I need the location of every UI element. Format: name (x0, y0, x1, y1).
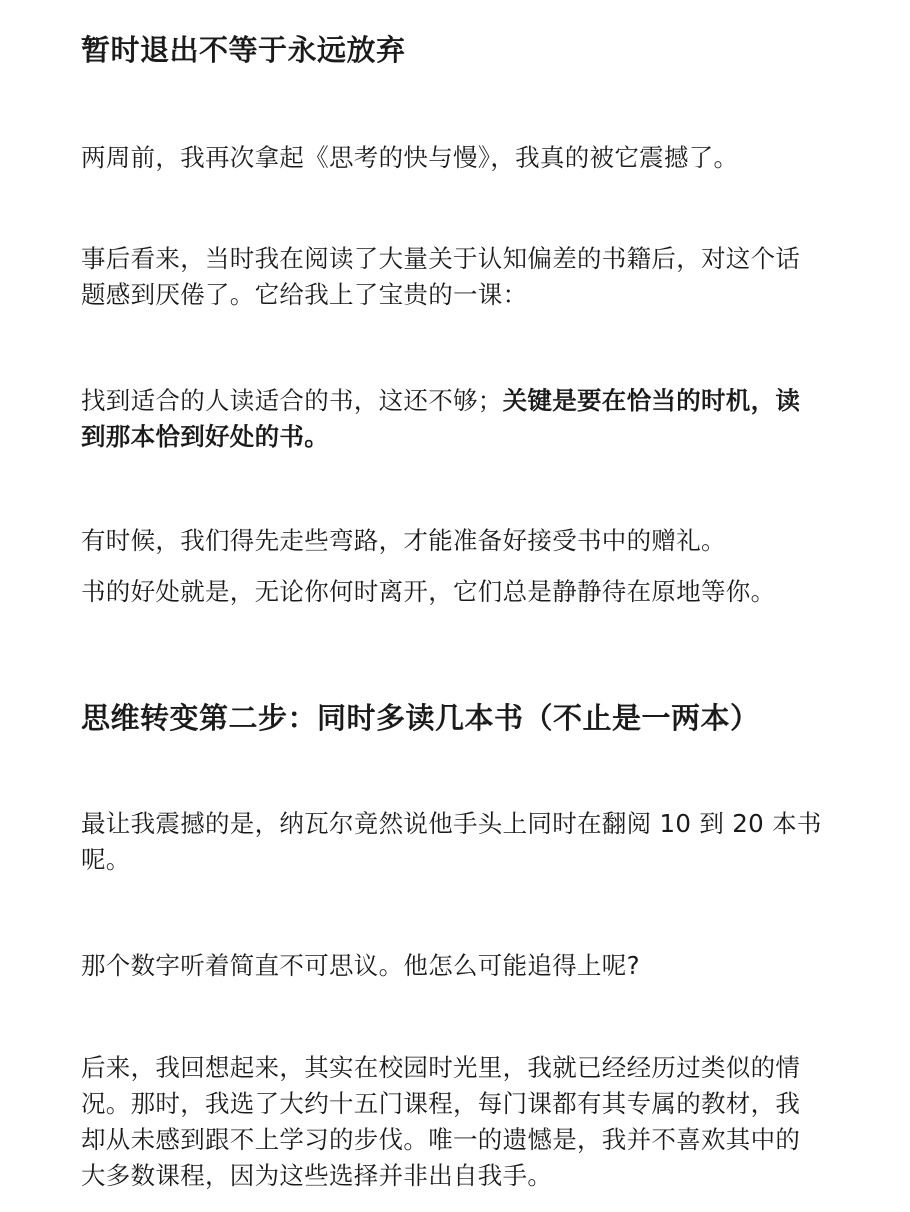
paragraph-6 (81, 806, 831, 878)
paragraph-3-emphasis-line-1: 关键是要在恰当的时机，读 (502, 386, 801, 415)
paragraph-1-text: 两周前，我再次拿起《思考的快与慢》，我真的被它震撼了。 (81, 143, 739, 172)
section-heading-2: 思维转变第二步：同时多读几本书（不止是一两本） (81, 701, 760, 735)
paragraph-8-line-1: 后来，我回想起来，其实在校园时光里，我就已经经历过类似的情 (81, 1053, 801, 1082)
paragraph-2-line-2: 题感到厌倦了。它给我上了宝贵的一课： (81, 280, 528, 309)
paragraph-8-line-4: 大多数课程，因为这些选择并非出自我手。 (81, 1161, 553, 1190)
paragraph-4 (81, 523, 831, 559)
paragraph-8 (81, 1050, 831, 1194)
paragraph-8-line-3: 却从未感到跟不上学习的步伐。唯一的遗憾是，我并不喜欢其中的 (81, 1125, 801, 1154)
paragraph-3-text: 找到适合的人读适合的书，这还不够； (81, 386, 503, 415)
paragraph-6-line-2: 呢。 (81, 845, 131, 874)
paragraph-7-text: 那个数字听着简直不可思议。他怎么可能追得上呢? (81, 951, 640, 980)
paragraph-1 (81, 140, 831, 176)
paragraph-4-text: 有时候，我们得先走些弯路，才能准备好接受书中的赠礼。 (81, 526, 726, 555)
paragraph-8-line-2: 况。那时，我选了大约十五门课程，每门课都有其专属的教材，我 (81, 1089, 801, 1118)
paragraph-2 (81, 241, 831, 313)
section-heading-1: 暂时退出不等于永远放弃 (81, 33, 406, 67)
paragraph-3-emphasis-line-2: 到那本恰到好处的书。 (81, 422, 329, 451)
paragraph-5-text: 书的好处就是，无论你何时离开，它们总是静静待在原地等你。 (81, 577, 776, 606)
paragraph-2-line-1: 事后看来，当时我在阅读了大量关于认知偏差的书籍后，对这个话 (81, 244, 801, 273)
paragraph-6-line-1: 最让我震撼的是，纳瓦尔竟然说他手头上同时在翻阅 10 到 20 本书 (81, 809, 822, 838)
paragraph-7 (81, 948, 831, 984)
paragraph-5 (81, 574, 831, 610)
paragraph-3 (81, 383, 831, 455)
